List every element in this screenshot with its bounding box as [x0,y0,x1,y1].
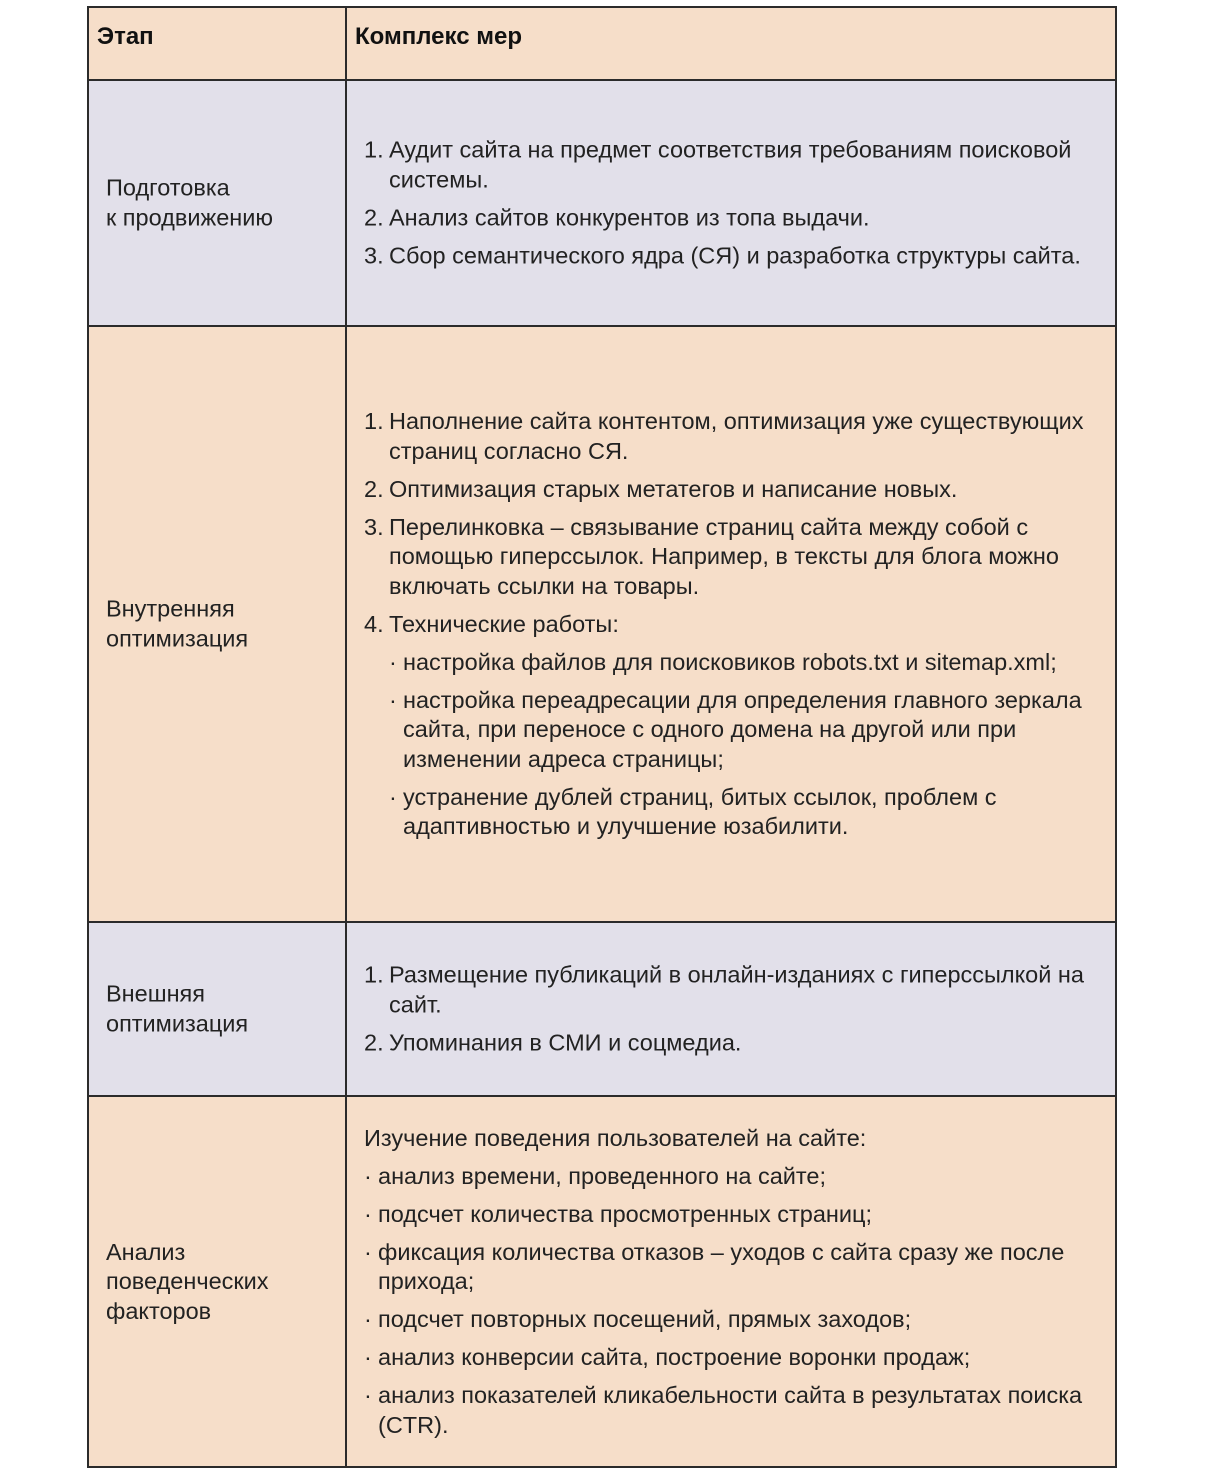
list-item [364,1305,1101,1335]
list-item [364,1199,1101,1229]
stage-name: Внешняя оптимизация [106,980,249,1036]
table-row [89,1095,1115,1466]
sub-list-item [364,647,1101,677]
bullet-icon: · [389,783,397,810]
stage-cell [89,923,347,1095]
item-number: 2. [364,204,384,230]
bullet-icon: · [389,648,397,675]
list-item [364,1237,1101,1296]
measures-cell [347,327,1115,921]
table-row [89,79,1115,325]
bullet-icon: · [364,1343,372,1370]
list-item [364,474,1101,504]
list-item [364,407,1101,466]
item-number: 3. [364,513,384,540]
item-number: 1. [364,961,384,988]
bullet-icon: · [389,686,397,713]
list-item [364,241,1101,271]
list-item [364,609,1101,841]
bullet-icon: · [364,1381,372,1408]
list-item [364,1343,1101,1373]
item-number: 4. [364,610,384,637]
bullet-icon: · [364,1238,372,1265]
bullet-text: подсчет количества просмотренных страниц; [378,1200,872,1227]
list-item [364,136,1101,195]
table-header-row [89,8,1115,79]
bullet-text: анализ конверсии сайта, построение воронки продаж; [378,1343,971,1370]
sub-list-item [364,685,1101,774]
item-number: 1. [364,136,384,163]
item-number: 2. [364,475,384,502]
measures-list [364,136,1101,271]
stage-name: Внутренняя оптимизация [106,595,249,651]
stage-cell [89,327,347,921]
measures-cell [347,1097,1115,1466]
list-item [364,961,1101,1020]
table-row [89,325,1115,921]
intro-text: Изучение поведения пользователей на сайте: [364,1124,867,1151]
sub-list-item [364,782,1101,841]
item-text: Упоминания в СМИ и соцмедиа. [389,1029,742,1055]
measures-list [364,407,1101,842]
bullet-icon: · [364,1162,372,1189]
stage-name: Подготовка к продвижению [106,174,274,230]
table-row [89,921,1115,1095]
bullet-text: подсчет повторных посещений, прямых заходов; [378,1305,912,1332]
item-text: Сбор семантического ядра (СЯ) и разработка структуры сайта. [389,242,1081,268]
list-item [364,512,1101,601]
stage-name: Анализ поведенческих факторов [106,1238,269,1324]
list-item [364,1161,1101,1191]
measures-cell [347,923,1115,1095]
item-text: Размещение публикаций в онлайн-изданиях с гиперссылкой на сайт. [389,961,1084,1017]
measures-cell [347,81,1115,325]
sub-item-text: настройка файлов для поисковиков robots.txt и sitemap.xml; [403,648,1057,675]
header-measures-label: Комплекс мер [355,23,522,50]
item-text: Наполнение сайта контентом, оптимизация уже существующих страниц согласно СЯ. [389,407,1084,464]
bullet-icon: · [364,1200,372,1227]
item-text: Перелинковка – связывание страниц сайта между собой с помощью гиперссылок. Например, в тексты для блога можно включать ссылки на товары. [389,513,1059,599]
header-cell-measures [347,8,1115,79]
item-text: Аудит сайта на предмет соответствия требованиям поисковой системы. [389,136,1072,192]
stage-cell [89,81,347,325]
item-number: 1. [364,407,384,434]
measures-list [364,961,1101,1058]
list-item [364,1028,1101,1058]
bullet-icon: · [364,1305,372,1332]
header-stage-label: Этап [97,23,154,50]
list-item [364,203,1101,233]
item-text: Оптимизация старых метатегов и написание новых. [389,475,958,502]
item-number: 2. [364,1029,384,1055]
bullet-text: анализ показателей кликабельности сайта в результатах поиска (CTR). [378,1381,1083,1438]
header-cell-stage [89,8,347,79]
sub-list [364,647,1101,841]
list-item [364,1381,1101,1440]
sub-item-text: устранение дублей страниц, битых ссылок, проблем с адаптивностью и улучшение юзабилити. [403,783,997,839]
measures-table [87,6,1117,1468]
sub-item-text: настройка переадресации для определения главного зеркала сайта, при переносе с одного домена на другой или при изменении адреса страницы; [403,686,1082,772]
stage-cell [89,1097,347,1466]
item-text: Анализ сайтов конкурентов из топа выдачи. [389,204,870,230]
measures-list [364,1123,1101,1440]
item-text: Технические работы: [389,610,619,637]
bullet-text: анализ времени, проведенного на сайте; [378,1162,826,1189]
bullet-text: фиксация количества отказов – уходов с сайта сразу же после прихода; [378,1238,1065,1294]
item-number: 3. [364,242,384,268]
